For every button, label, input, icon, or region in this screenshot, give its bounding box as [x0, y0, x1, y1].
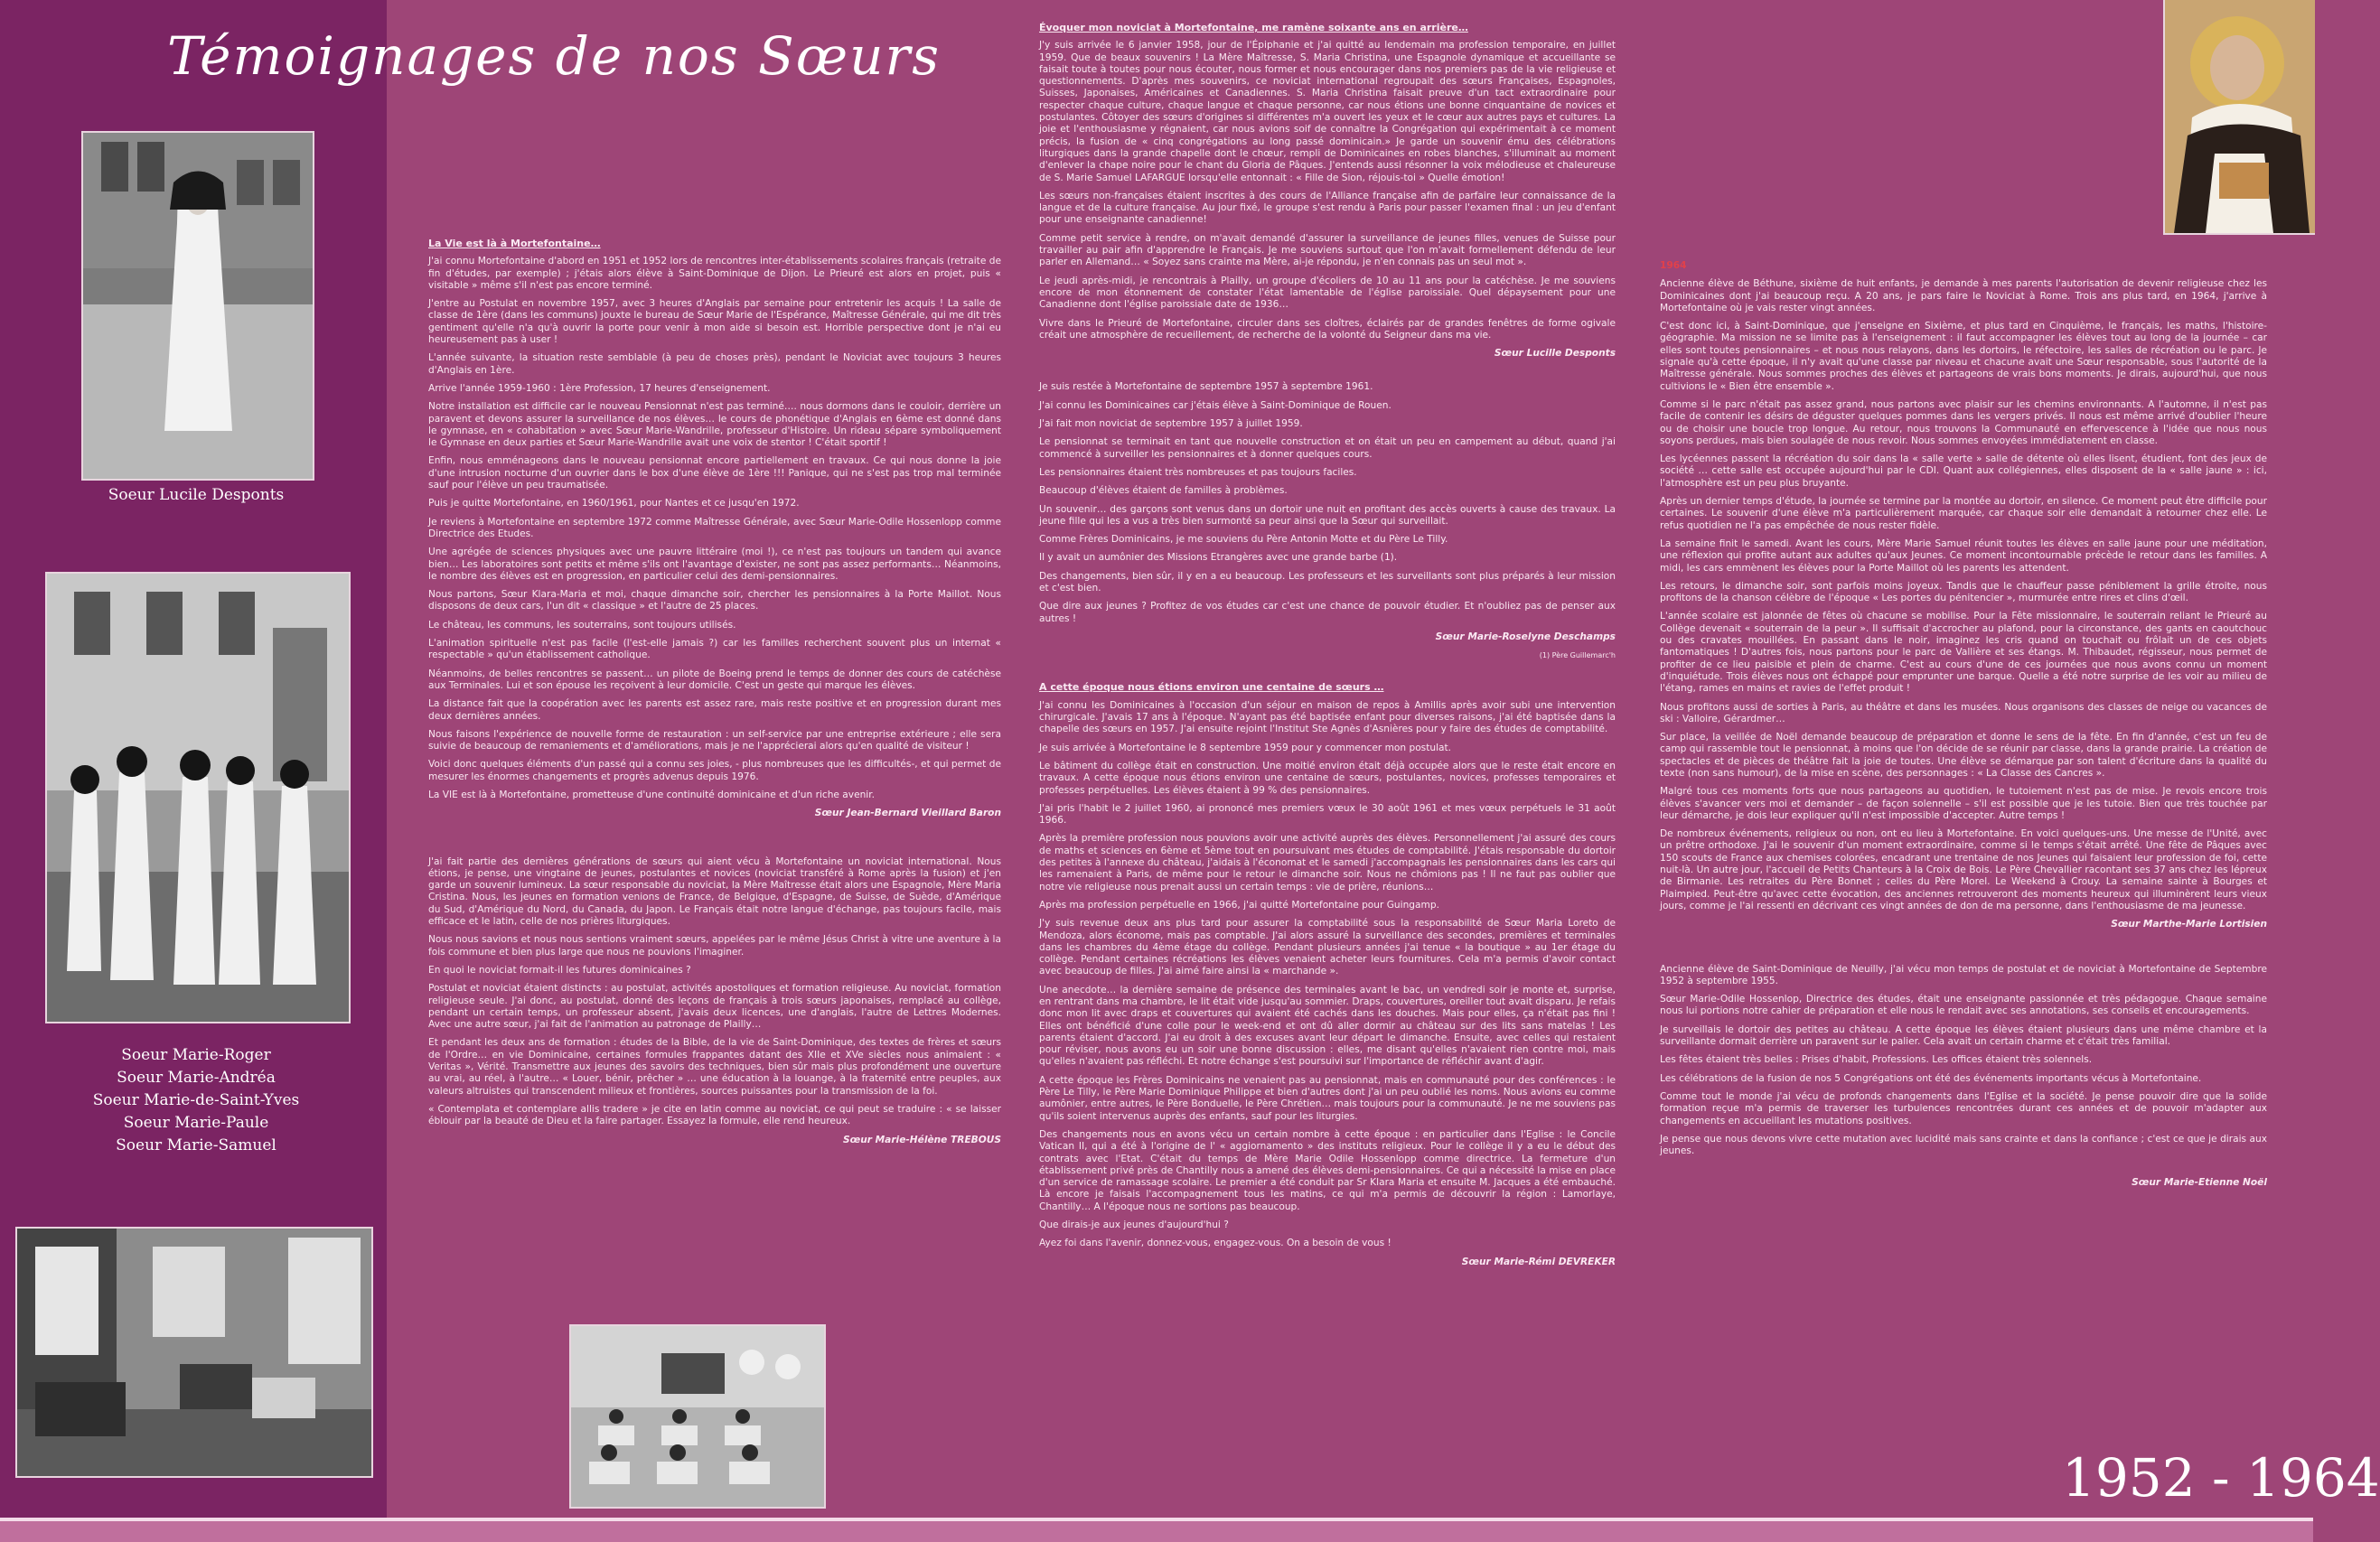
paragraph: Comme tout le monde j'ai vécu de profonds changements dans l'Eglise et la société. Je pense pouvoir dire que la solide formation reçue m'a permis de traverser les turbulences rencontrées durant ces années et de pouvoir m'adapter aux changements en accueillant les mutations positives.	[1660, 1090, 2267, 1126]
paragraph: Je reviens à Mortefontaine en septembre 1972 comme Maîtresse Générale, avec Sœur Marie-Odile Hossenlopp comme Directrice des Etudes.	[428, 516, 1001, 539]
paragraph: Je pense que nous devons vivre cette mutation avec lucidité mais sans crainte et dans la confiance ; c'est ce que je dirais aux jeunes.	[1660, 1133, 2267, 1157]
paragraph: Nous nous savions et nous nous sentions vraiment sœurs, appelées par le même Jésus Christ à vitre une aventure à la fois commune et bien plus large que nous ne pouvions l'imaginer.	[428, 934, 1001, 958]
name-item: Soeur Marie-Paule	[123, 1114, 269, 1132]
paragraph: Vivre dans le Prieuré de Mortefontaine, circuler dans ses cloîtres, éclairés par de grandes fenêtres de forme ogivale créait une atmosphère de recueillement, de recherche de la volonté du Seigneur dans ma vie.	[1039, 317, 1616, 341]
paragraph: Notre installation est difficile car le nouveau Pensionnat n'est pas terminé…. nous dormons dans le couloir, derrière un paravent et devons assurer la surveillance de nos élèves… le cours de phonétique d'Anglais en 6ème est donné dans le gymnase, en « cohabitation » avec Sœur Marie-Wandrille, professeur d'Histoire. Un rideau sépare symboliquement le Gymnase en deux parties et Sœur Marie-Wandrille avait une voix de stentor ! C'était sportif !	[428, 401, 1001, 449]
paragraph: J'ai fait mon noviciat de septembre 1957 à juillet 1959.	[1039, 418, 1303, 430]
paragraph: C'est donc ici, à Saint-Dominique, que j'enseigne en Sixième, et plus tard en Cinquième, le français, les maths, l'histoire-géographie. Ma mission ne se limite pas à l'enseignement : il faut accompagner les élèves tout au long de la journée – car elles sont toutes pensionnaires – et nous nous relayons, dans les dortoirs, le réfectoire, les salles de récréation ou le parc. Je signale qu'à cette époque, il n'y avait qu'une classe par niveau et chacune avait une Sœur responsable, sous l'autorité de la Maîtresse générale. Nous sommes proches des élèves et partageons de vrais bons moments. Je dirais, aujourd'hui, que nous cultivions le « Bien être ensemble ».	[1660, 321, 2267, 392]
paragraph: Sœur Marie-Odile Hossenlop, Directrice des études, était une enseignante passionnée et très pédagogue. Chaque semaine nous lui portions notre cahier de préparation et elle nous le rendait avec ses annotations, ses conseils et encouragements.	[1660, 994, 2267, 1017]
paragraph: J'ai connu les Dominicaines à l'occasion d'un séjour en maison de repos à Amillis après avoir subi une intervention chirurgicale. J'avais 17 ans à l'époque. N'ayant pas été baptisée enfant pour diverses raisons, j'ai été baptisée dans la chapelle des sœurs en 1957. J'ai ensuite rejoint l'Institut Ste Agnès d'Asnières pour y faire des études de comptabilité.	[1039, 699, 1616, 735]
paragraph: Beaucoup d'élèves étaient de familles à problèmes.	[1039, 485, 1288, 497]
paragraph: De nombreux événements, religieux ou non, ont eu lieu à Mortefontaine. En voici quelques-uns. Une messe de l'Unité, avec un prêtre orthodoxe. J'ai le souvenir d'un moment extraordinaire, comme si le temps s'était arrêté. Une fête de Pâques avec 150 scouts de France aux chemises colorées, encadrant une trentaine de nos Jeunes qui faisaient leur profession de foi, cette nuit-là. Un autre jour, l'accueil de Petits Chanteurs à la Croix de Bois. Le Père Chevallier racontant ses 37 ans chez les lépreux de Birmanie. Les retraites du Père Bonnet ; celles du Père Morel. Le Weekend à Crouy. La semaine sainte à Bourges et Plaimpied. Peut-être qu'avec cette évocation, des anciennes retrouveront des moments heureux qui illuminèrent leurs vieux jours, comme je l'ai ressenti en décrivant ces vingt années de don de ma personne, dans l'enthousiasme de ma jeunesse.	[1660, 828, 2267, 911]
paragraph: J'ai fait partie des dernières générations de sœurs qui aient vécu à Mortefontaine un noviciat international. Nous étions, je pense, une vingtaine de jeunes, postulantes et novices (noviciat transféré à Rome après la fusion) et j'en garde un souvenir lumineux. La sœur responsable du noviciat, la Mère Maîtresse était alors une Espagnole, Mère Maria Cristina. Nous, les jeunes en formation venions de France, de Belgique, d'Espagne, de Suisse, de Suède, d'Amérique du Sud, d'Amérique du Nord, du Canada, du Japon. Le Français était notre langue d'échange, pas toujours facile, mais efficace et le latin, celle de nos prières liturgiques.	[428, 855, 1001, 928]
paragraph: J'y suis revenue deux ans plus tard pour assurer la comptabilité sous la responsabilité de Sœur Maria Loreto de Mendoza, alors économe, mais pas comptable. J'ai alors assuré la surveillance des secondes, premières et terminales dans les chambres du 4ème étage du collège. Pendant plusieurs années j'ai tenue « la boutique » au 1er étage du collège. Pendant certaines récréations les élèves venaient acheter leurs fournitures. Cela m'a permis d'avoir contact avec beaucoup de filles. J'ai aimé faire ainsi la « marchande ».	[1039, 918, 1616, 977]
paragraph: Nous profitons aussi de sorties à Paris, au théâtre et dans les musées. Nous organisons des classes de neige ou vacances de ski : Valloire, Gérardmer…	[1660, 701, 2267, 724]
paragraph: Que dirais-je aux jeunes d'aujourd'hui ?	[1039, 1220, 1229, 1231]
signature: Sœur Marie-Roselyne Deschamps	[1435, 631, 1616, 642]
paragraph: Des changements, bien sûr, il y en a eu beaucoup. Les professeurs et les surveillants sont plus préparés à leur mission et c'est bien.	[1039, 570, 1616, 593]
bottom-divider	[0, 1518, 2313, 1521]
paragraph: J'ai pris l'habit le 2 juillet 1960, ai prononcé mes premiers vœux le 30 août 1961 et mes vœux perpétuels le 31 août 1966.	[1039, 802, 1616, 827]
paragraph: Et pendant les deux ans de formation : études de la Bible, de la vie de Saint-Dominique, des textes de frères et sœurs de l'Ordre… en vie Dominicaine, certaines formules frappantes datant des XIIe et XVe siècles nous animaient : « Veritas », Vérité. Transmettre aux jeunes des savoirs des techniques, bien sûr mais plus profondément une ouverture au vrai, au réel, à l'autre… « Louer, bénir, prêcher » … une éducation à la louange, à la fraternité entre peuples, aux valeurs altruistes qui transcendent milieux et frontières, sources puissantes pour la transmission de la foi.	[428, 1037, 1001, 1097]
paragraph: Les pensionnaires étaient très nombreuses et pas toujours faciles.	[1039, 466, 1357, 478]
section-heading: La Vie est là à Mortefontaine…	[428, 238, 601, 249]
paragraph: Le bâtiment du collège était en construction. Une moitié environ était déjà occupée alors que le reste était encore en travaux. A cette époque nous étions environ une centaine de sœurs, postulantes, novices, professes temporaires et professes perpétuelles. Les élèves étaient à 99 % des pensionnaires.	[1039, 760, 1616, 796]
paragraph: Comme Frères Dominicains, je me souviens du Père Antonin Motte et du Père Le Tilly.	[1039, 534, 1448, 546]
paragraph: Le château, les communs, les souterrains, sont toujours utilisés.	[428, 619, 736, 631]
paragraph: Nous faisons l'expérience de nouvelle forme de restauration : un self-service par une entreprise extérieure ; elle sera suivie de beaucoup de remaniements et d'améliorations, mais je ne l'apprécierai alors qu'en qualité de visiteur !	[428, 728, 1001, 752]
paragraph: Ayez foi dans l'avenir, donnez-vous, engagez-vous. On a besoin de vous !	[1039, 1238, 1391, 1249]
paragraph: Des changements nous en avons vécu un certain nombre à cette époque : en particulier dans l'Eglise : le Concile Vatican II, qui a été à l'origine de l' « aggiornamento » des instituts religieux. Pour le collège il y a eu le début des contrats avec l'Etat. C'était du temps de Mère Marie Odile Hossenlopp comme directrice. La fermeture d'un établissement privé près de Chantilly nous a amené des élèves demi-pensionnaires. Ce qui a nécessité la mise en place d'un service de ramassage scolaire. Le premier a été conduit par Sr Klara Maria et ensuite M. Jacques a été embauché. Là encore je faisais l'accompagnement tous les matins, ce qui m'a permis de découvrir la région : Lamorlaye, Chantilly… A l'époque nous ne sortions pas beaucoup.	[1039, 1128, 1616, 1212]
paragraph: Je suis arrivée à Mortefontaine le 8 septembre 1959 pour y commencer mon postulat.	[1039, 742, 1452, 753]
paragraph: Comme petit service à rendre, on m'avait demandé d'assurer la surveillance de jeunes filles, venues de Suisse pour travailler au pair afin d'apprendre le Français. Je me souviens surtout que l'on m'avait formellement défendu de leur parler en Allemand… « Soyez sans crainte ma Mère, ai-je répondu, je n'en connais pas un seul mot ».	[1039, 232, 1616, 268]
name-item: Soeur Marie-de-Saint-Yves	[92, 1091, 300, 1109]
paragraph: La distance fait que la coopération avec les parents est assez rare, mais reste positive et en progression durant mes deux dernières années.	[428, 698, 1001, 722]
paragraph: Après ma profession perpétuelle en 1966, j'ai quitté Mortefontaine pour Guingamp.	[1039, 899, 1439, 911]
date-range: 1952 - 1964	[2062, 1447, 2380, 1509]
paragraph: Néanmoins, de belles rencontres se passent… un pilote de Boeing prend le temps de donner des cours de catéchèse aux Terminales. Lui et son épouse les reçoivent à leur domicile. C'est un geste qui marque les élèves.	[428, 668, 1001, 691]
paragraph: Je suis restée à Mortefontaine de septembre 1957 à septembre 1961.	[1039, 381, 1373, 393]
section-heading: A cette époque nous étions environ une centaine de sœurs …	[1039, 681, 1384, 694]
paragraph: Après la première profession nous pouvions avoir une activité auprès des élèves. Personnellement j'ai assuré des cours de maths et sciences en 6ème et 5ème tout en poursuivant mes études de comptabilité. J'étais responsable du dortoir des petites à l'annexe du château, j'aidais à l'économat et le samedi j'accompagnais les pensionnaires dans les cars qui les ramenaient à Paris, de même pour le retour le dimanche soir. Nous ne chômions pas ! Il ne faut pas oublier que notre vie religieuse nous prenait aussi un certain temps : vie de prière, réunions…	[1039, 833, 1616, 892]
paragraph: Les lycéennes passent la récréation du soir dans la « salle verte » salle de détente où elles lisent, étudient, font des jeux de société … cette salle est occupée aujourd'hui par le CDI. Quant aux collégiennes, elles disposent de la « salle jaune » : ici, l'atmosphère est un peu plus bruyante.	[1660, 453, 2267, 489]
paragraph: Les retours, le dimanche soir, sont parfois moins joyeux. Tandis que le chauffeur passe péniblement la grille étroite, nous profitons de la chanson célèbre de l'époque « Les portes du pénitencier », murmurée entre rires et clins d'œil.	[1660, 580, 2267, 604]
paragraph: Puis je quitte Mortefontaine, en 1960/1961, pour Nantes et ce jusqu'en 1972.	[428, 498, 800, 509]
paragraph: Ancienne élève de Béthune, sixième de huit enfants, je demande à mes parents l'autorisation de devenir religieuse chez les Dominicaines dont j'ai beaucoup reçu. A 20 ans, je pars faire le Noviciat à Rome. Trois ans plus tard, en 1964, j'arrive à Mortefontaine où je vais rester vingt années.	[1660, 278, 2267, 313]
signature: Sœur Jean-Bernard Vieillard Baron	[814, 808, 1001, 819]
text-column-3	[1660, 260, 2267, 1389]
photo-room-interior	[15, 1227, 373, 1478]
paragraph: Ancienne élève de Saint-Dominique de Neuilly, j'ai vécu mon temps de postulat et de noviciat à Mortefontaine de Septembre 1952 à septembre 1955.	[1660, 963, 2267, 986]
paragraph: La VIE est là à Mortefontaine, prometteuse d'une continuité dominicaine et d'un riche avenir.	[428, 789, 875, 800]
paragraph: L'année suivante, la situation reste semblable (à peu de choses près), pendant le Noviciat avec toujours 3 heures d'Anglais en 1ère.	[428, 352, 1001, 376]
paragraph: J'ai connu Mortefontaine d'abord en 1951 et 1952 lors de rencontres inter-établissements scolaires français (retraite de fin d'études, par exemple) ; j'étais alors élève à Saint-Dominique de Dijon. Le Prieuré est alors en projet, puis « visitable » même s'il n'est pas encore terminé.	[428, 256, 1001, 291]
paragraph: Après un dernier temps d'étude, la journée se termine par la montée au dortoir, en silence. Ce moment peut être difficile pour certaines. Le souvenir d'une élève m'a particulièrement marquée, car chaque soir elle demandait à retourner chez elle. Le refus quotidien ne l'a pas empêchée de nous rester fidèle.	[1660, 496, 2267, 531]
caption-soeur-lucile: Soeur Lucile Desponts	[108, 486, 285, 504]
paragraph: Un souvenir… des garçons sont venus dans un dortoir une nuit en profitant des accès ouverts à cause des travaux. La jeune fille qui les a vus a très bien surmonté sa peur ainsi que la Sœur qui surveillait.	[1039, 503, 1616, 527]
paragraph: Il y avait un aumônier des Missions Etrangères avec une grande barbe (1).	[1039, 552, 1398, 564]
paragraph: J'ai connu les Dominicaines car j'étais élève à Saint-Dominique de Rouen.	[1039, 399, 1391, 411]
text-column-1	[428, 238, 1001, 1317]
paragraph: Nous partons, Sœur Klara-Maria et moi, chaque dimanche soir, chercher les pensionnaires à la Porte Maillot. Nous disposons de deux cars, l'un dit « classique » et l'autre de 25 places.	[428, 589, 1001, 612]
signature: Sœur Marie-Rémi DEVREKER	[1461, 1256, 1616, 1267]
paragraph: Que dire aux jeunes ? Profitez de vos études car c'est une chance de pouvoir étudier. Et n'oubliez pas de penser aux autres !	[1039, 601, 1616, 624]
painting-saint-dominic	[2163, 0, 2315, 235]
text-column-2	[1039, 22, 1616, 1512]
signature: Sœur Lucille Desponts	[1494, 348, 1616, 360]
name-item: Soeur Marie-Andréa	[117, 1069, 276, 1087]
paragraph: Je surveillais le dortoir des petites au château. A cette époque les élèves étaient plusieurs dans une même chambre et la surveillante dormait derrière un paravent sur le palier. Cela avait un certain charme et c'était très familial.	[1660, 1023, 2267, 1048]
paragraph: Malgré tous ces moments forts que nous partageons au quotidien, le tutoiement n'est pas de mise. Je revois encore trois élèves s'avancer vers moi et demander – de façon solennelle – s'il est possible que je les tutoie. Bien que très touchée par leur démarche, je dois leur expliquer qu'il n'est impossible d'accepter. Autre temps !	[1660, 786, 2267, 821]
signature: Sœur Marie-Hélène TREBOUS	[842, 1134, 1001, 1145]
paragraph: En quoi le noviciat formait-il les futures dominicaines ?	[428, 964, 691, 976]
paragraph: Une anecdote… la dernière semaine de présence des terminales avant le bac, un vendredi soir je monte et, surprise, en rentrant dans ma chambre, le lit était vide jusqu'au sommier. Draps, couvertures, oreiller tout avait disparu. Je refais donc mon lit avec draps et couvertures qui avaient été cachés dans les douches. Mais pour elles, ça n'était pas fini ! Elles ont bénéficié d'une colle pour le week-end et ont dû aller dormir au château sur des lits sans matelas ! Les parents étaient d'accord. J'ai eu droit à des excuses avant leur départ le dimanche. Ensuite, avec celles qui restaient pour réviser, nous avons eu un soir une bonne discussion : elles, me disant qu'elles n'avaient rien contre moi, mais qu'elles n'avaient pas réfléchi. Et notre échange s'est poursuivi sur l'importance de réfléchir avant d'agir.	[1039, 984, 1616, 1068]
paragraph: Le pensionnat se terminait en tant que nouvelle construction et on était un peu en campement au début, quand j'ai commencé à surveiller les pensionnaires et à donner quelques cours.	[1039, 436, 1616, 460]
paragraph: J'y suis arrivée le 6 janvier 1958, jour de l'Épiphanie et j'ai quitté au lendemain ma profession temporaire, en juillet 1959. Que de beaux souvenirs ! La Mère Maîtresse, S. Maria Christina, une Espagnole dynamique et accueillante se faisait toute à toutes pour nous écouter, nous former et nous encourager dans nos premiers pas de la vie religieuse et questionnements. D'après mes souvenirs, ce noviciat international regroupait des sœurs Françaises, Espagnoles, Suisses, Japonaises, Américaines et Canadiennes. S. Maria Christina faisait preuve d'un tact extraordinaire pour respecter chaque culture, chaque langue et chaque personne, car nous étions une bonne cinquantaine de novices et postulantes. Côtoyer des sœurs d'origines si différentes m'a ouvert les yeux et le cœur aux autres pays et cultures. La joie et l'enthousiasme y régnaient, car nous avions soif de connaître la Congrégation qui expérimentait à ce moment précis, la fusion de « cinq congrégations au long passé dominicain.» Je garde un souvenir ému des célébrations liturgiques dans la grande chapelle dont le chœur, rempli de Dominicaines en robes blanches, s'illuminait au moment d'enlever la chape noire pour le chant du Gloria de Pâques. J'entends aussi résonner la voix mélodieuse et chaleureuse de S. Marie Samuel LAFARGUE lorsqu'elle entonnait : « Fille de Sion, réjouis-toi » Quelle émotion!	[1039, 40, 1616, 183]
paragraph: Sur place, la veillée de Noël demande beaucoup de préparation et donne le sens de la fête. En fin d'année, c'est un feu de camp qui rassemble tout le pensionnat, à moins que l'on décide de se réunir par classe, dans la grande prairie. La création de spectacles et de pièces de théâtre fait la joie de toutes. Une élève se démarque par son talent d'écriture dans la qualité du texte (non sans humour), de la mise en scène, des personnages : « La Classe des Cancres ».	[1660, 732, 2267, 779]
paragraph: Les célébrations de la fusion de nos 5 Congrégations ont été des événements importants vécus à Mortefontaine.	[1660, 1072, 2202, 1084]
footnote: (1) Père Guillemarc'h	[1539, 651, 1616, 660]
paragraph: Les sœurs non-françaises étaient inscrites à des cours de l'Alliance française afin de parfaire leur connaissance de la langue et de la culture française. Au jour fixé, le groupe s'est rendu à Paris pour passer l'examen final : un jeu d'enfant pour une enseignante canadienne!	[1039, 190, 1616, 226]
name-item: Soeur Marie-Samuel	[116, 1136, 276, 1154]
paragraph: L'année scolaire est jalonnée de fêtes où chacune se mobilise. Pour la Fête missionnaire, le souterrain reliant le Prieuré au Collège devenait « souterrain de la peur ». Il suffisait d'accrocher au plafond, pour la circonstance, des gants en caoutchouc ou des cravates mouillées. En passant dans le noir, imaginez les cris quand on touchait ou frôlait un de ces objets fantomatiques ! D'autres fois, nous partons pour le parc de Vallière et ses étangs. M. Thibaudet, régisseur, nous permet de profiter de ce lieu paisible et plein de charme. C'est au cours d'une de ces journées que nous avons connu un moment d'inquiétude. Trois élèves nous ont échappé pour emprunter une barque. Quelle a été notre surprise de les voir au milieu de l'étang, rames en mains et ravies de l'effet produit !	[1660, 611, 2267, 695]
paragraph: Comme si le parc n'était pas assez grand, nous partons avec plaisir sur les chemins environnants. A l'automne, il n'est pas facile de contenir les désirs de déguster quelques pommes dans les vergers privés. Il nous est même arrivé d'oublier l'heure ou de choisir une boucle trop longue. Au retour, nous trouvons la Communauté en effervescence à l'idée que nous nous soyons perdues, mais bien soulagée de nous revoir. Nous sommes envoyées immédiatement en classe.	[1660, 398, 2267, 446]
paragraph: Arrive l'année 1959-1960 : 1ère Profession, 17 heures d'enseignement.	[428, 382, 771, 394]
paragraph: La semaine finit le samedi. Avant les cours, Mère Marie Samuel réunit toutes les élèves en salle jaune pour une méditation, une réflexion qui profite autant aux adultes qu'aux Jeunes. Ce moment incontournable précède le retour dans les familles. A midi, les cars emmènent les élèves pour la Porte Maillot où les parents les attendent.	[1660, 537, 2267, 574]
photo-classroom	[569, 1324, 826, 1509]
year-label: 1964	[1660, 260, 1687, 271]
paragraph: Postulat et noviciat étaient distincts : au postulat, activités apostoliques et formation religieuse. Au noviciat, formation religieuse seule. J'ai donc, au postulat, donné des leçons de français à trois sœurs japonaises, remplacé au collège, pendant un certain temps, un professeur absent, j'avais deux licences, une d'anglais, l'autre de Lettres Modernes. Avec une autre sœur, j'ai fait de l'animation au patronage de Plailly…	[428, 983, 1001, 1031]
photo-soeur-lucile	[81, 131, 314, 481]
signature: Sœur Marie-Etienne Noël	[2132, 1177, 2267, 1189]
paragraph: « Contemplata et contemplare allis tradere » je cite en latin comme au noviciat, ce qui peut se traduire : « se laisser éblouir par la beauté de Dieu et la faire partager. Essayez la formule, elle rend heureux.	[428, 1103, 1001, 1127]
paragraph: Le jeudi après-midi, je rencontrais à Plailly, un groupe d'écoliers de 10 au 11 ans pour la catéchèse. Je me souviens encore de mon étonnement de constater l'état lamentable de l'église paroissiale. Quel dépaysement pour une Canadienne dont l'église paroissiale date de 1936…	[1039, 275, 1616, 311]
signature: Sœur Marthe-Marie Lortisien	[2111, 919, 2267, 930]
section-heading: Évoquer mon noviciat à Mortefontaine, me ramène soixante ans en arrière…	[1039, 22, 1468, 33]
paragraph: A cette époque les Frères Dominicains ne venaient pas au pensionnat, mais en communauté pour des conférences : le Père Le Tilly, le Père Marie Dominique Philippe et bien d'autres dont j'ai un peu oublié les noms. Nous avions eu comme aumônier, entre autres, le Père Bonduelle, le Père Chrétien… mais toujours pour la communauté. Je ne me souviens pas qu'ils soient intervenus auprès des enfants, sauf pour les liturgies.	[1039, 1074, 1616, 1122]
bottom-band	[0, 1518, 2313, 1542]
paragraph: Les fêtes étaient très belles : Prises d'habit, Professions. Les offices étaient très solennels.	[1660, 1054, 2093, 1066]
paragraph: J'entre au Postulat en novembre 1957, avec 3 heures d'Anglais par semaine pour entretenir les acquis ! La salle de classe de 1ère (dans les communs) jouxte le bureau de Sœur Marie de l'Espérance, Maîtresse Générale, qui me dit très gentiment qu'elle n'a qu'à ouvrir la porte pour venir à mon aide si besoin est. Horrible perspective dont je n'ai eu heureusement pas à user !	[428, 298, 1001, 346]
paragraph: Enfin, nous emménageons dans le nouveau pensionnat encore partiellement en travaux. Ce qui nous donne la joie d'une intrusion nocturne d'un ouvrier dans le box d'une élève de 1ère !!! Panique, qui ne s'est pas trop mal terminée sauf pour l'élève un peu traumatisée.	[428, 455, 1001, 491]
name-item: Soeur Marie-Roger	[121, 1046, 271, 1064]
paragraph: Voici donc quelques éléments d'un passé qui a connu ses joies, - plus nombreuses que les difficultés-, et qui permet de mesurer les énormes changements et progrès advenus depuis 1976.	[428, 759, 1001, 782]
paragraph: Une agrégée de sciences physiques avec une pauvre littéraire (moi !), ce n'est pas toujours un tandem qui avance bien… Les laboratoires sont petits et même s'ils ont l'avantage d'exister, ne sont pas assez performants… Néanmoins, le nombre des élèves est en progression, en particulier celui des demi-pensionnaires.	[428, 547, 1001, 582]
page-title: Témoignages de nos Sœurs	[167, 25, 941, 87]
photo-group-nuns	[45, 572, 351, 1023]
caption-group-names	[45, 1044, 347, 1157]
paragraph: L'animation spirituelle n'est pas facile (l'est-elle jamais ?) car les familles recherchent souvent plus un internat « respectable » qu'un établissement catholique.	[428, 638, 1001, 661]
